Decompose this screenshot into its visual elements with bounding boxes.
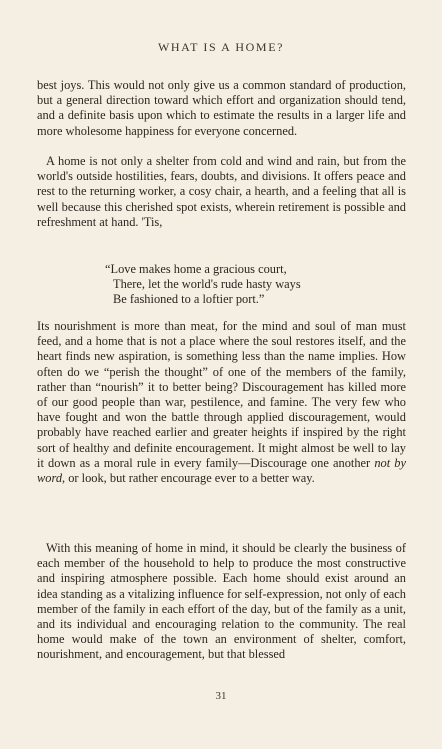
paragraph-home-shelter: A home is not only a shelter from cold and wind and rain, but from the world's outside hostilities, fears, doubts, and divisions. It offers peace and rest to the returning worker, a cosy chair, a hearth, and a feeling that all is well because this cherished spot exists, wherein retirement is possible and refreshment at hand. 'Tis, [37,154,406,229]
verse-line-3: Be fashioned to a loftier port.” [113,292,265,307]
page-number: 31 [215,690,227,702]
running-title: WHAT IS A HOME? [157,40,285,54]
paragraph-continued: best joys. This would not only give us a common standard of production, but a general direction toward which effort and organization should tend, and a definite basis upon which to estimate the results in a larger life and more wholesome happiness for everyone concerned. [37,78,406,138]
paragraph-household: With this meaning of home in mind, it should be clearly the business of each member of the household to help to produce the most constructive and inspiring atmosphere possible. Each home should exist around an idea standing as a vitalizing influence for self-expression, not only of each member of the family in each effort of the day, but of the family as a unit, and its individual and encouraging relation to the community. The real home would make of the town an environment of shelter, comfort, nourishment, and encouragement, but that blessed [37,541,406,662]
paragraph-nourishment [37,319,406,486]
verse-quotation [105,262,405,308]
verse-line-1: “Love makes home a gracious court, [105,262,287,276]
verse-line-2: There, let the world's rude hasty ways [113,277,301,292]
paragraph-nourishment-text: Its nourishment is more than meat, for the mind and soul of man must feed, and a home that is not a place where the soul restores itself, and the heart finds new aspiration, is something less than the name implies. How often do we “perish the thought” of one of the members of the family, rather than “nourish” it to better being? Discouragement has killed more of our good people than war, pestilence, and famine. The very few who have fought and won the battle through applied discouragement, would probably have reached earlier and greater heights if inspired by the right sort of healthy and definite encouragement. It might almost be well to lay it down as a moral rule in every family—Discourage one another [37,319,406,470]
paragraph-nourishment-ending: , or look, but rather encourage ever to a better way. [62,471,315,486]
italic-emphasis: not by word [37,455,406,486]
